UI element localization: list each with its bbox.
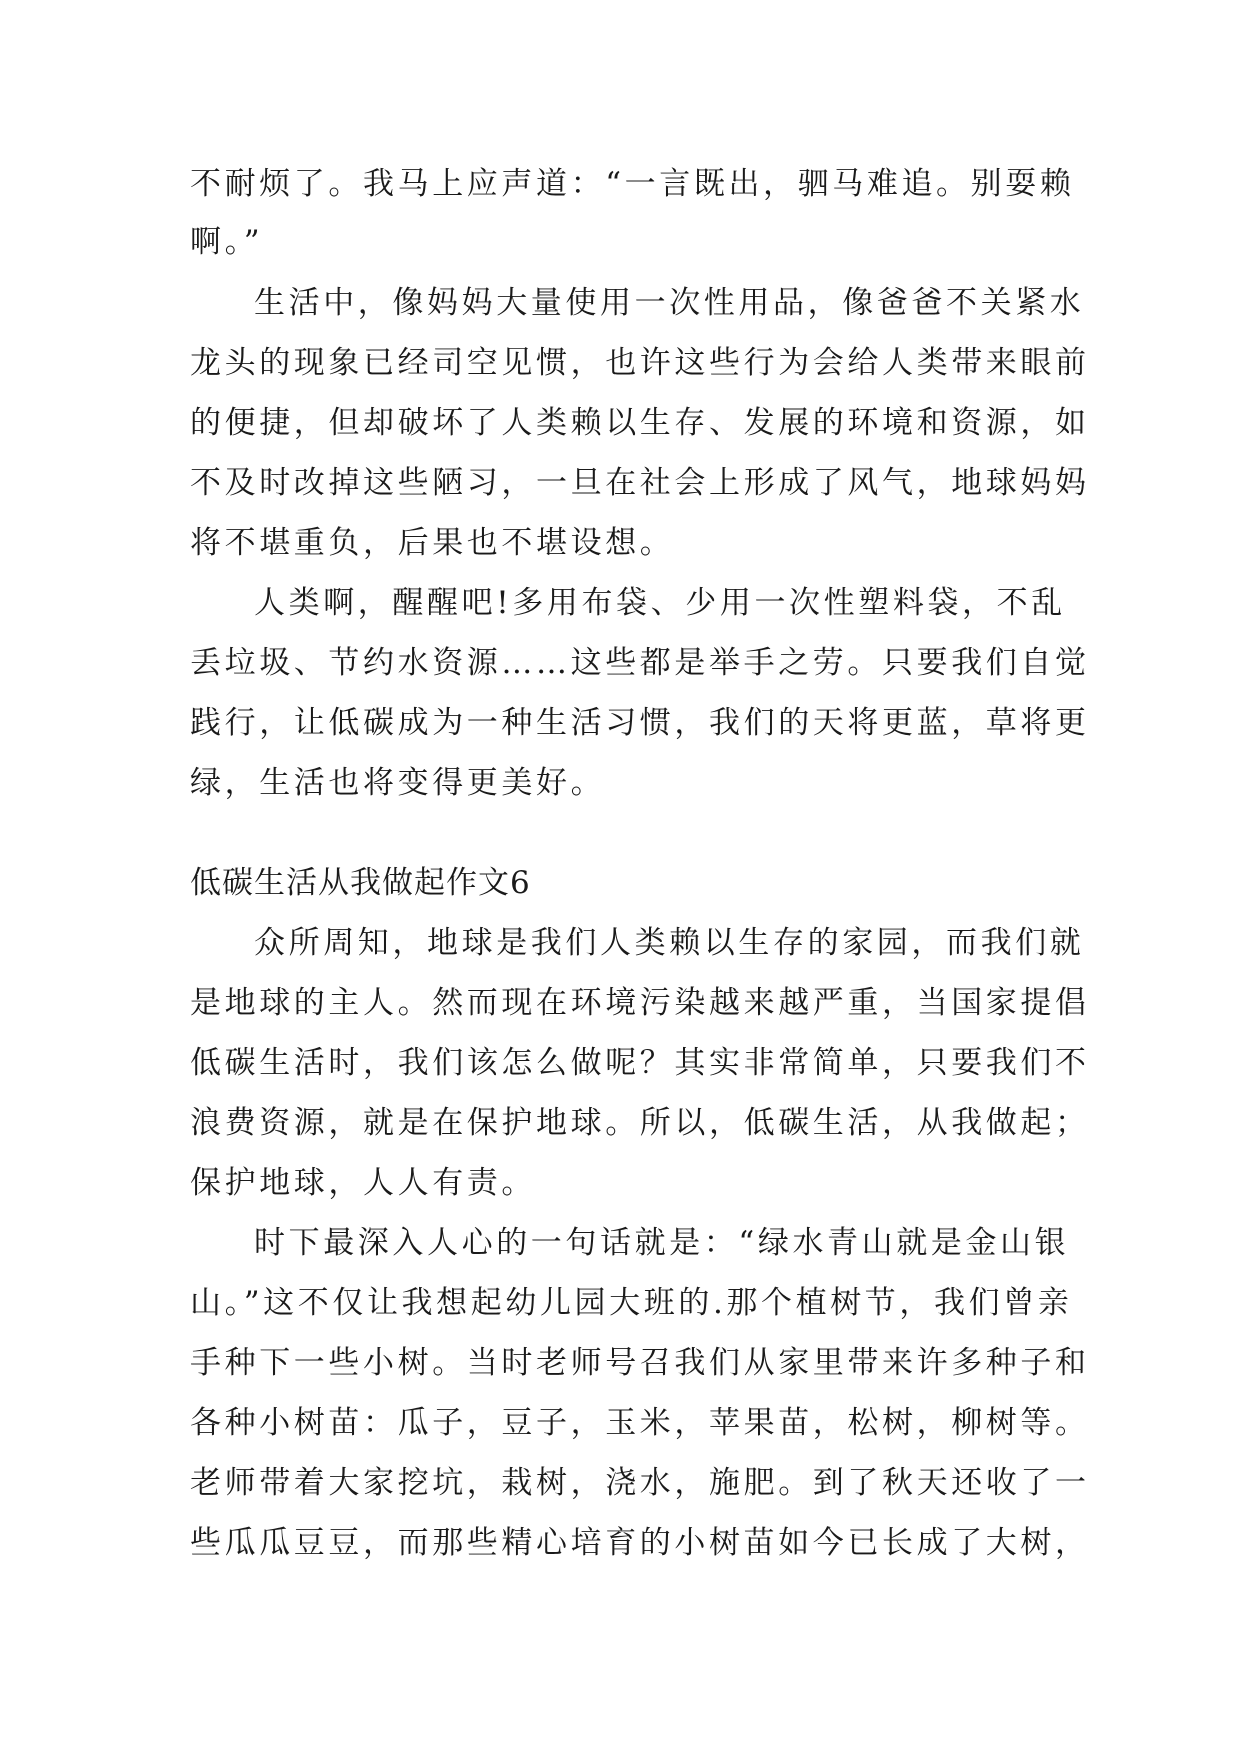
paragraph-line: 践行，让低碳成为一种生活习惯，我们的天将更蓝，草将更	[190, 705, 1090, 741]
section-heading: 低碳生活从我做起作文6	[190, 865, 531, 901]
paragraph-line: 不及时改掉这些陋习，一旦在社会上形成了风气，地球妈妈	[190, 465, 1090, 501]
paragraph-line: 生活中，像妈妈大量使用一次性用品，像爸爸不关紧水	[254, 285, 1085, 321]
paragraph-line: 的便捷，但却破坏了人类赖以生存、发展的环境和资源，如	[190, 405, 1090, 441]
paragraph-line: 老师带着大家挖坑，栽树，浇水，施肥。到了秋天还收了一	[190, 1465, 1090, 1501]
paragraph-line: 龙头的现象已经司空见惯，也许这些行为会给人类带来眼前	[190, 345, 1090, 381]
paragraph-line: 低碳生活时，我们该怎么做呢？其实非常简单，只要我们不	[190, 1045, 1090, 1081]
paragraph-line: 丢垃圾、节约水资源……这些都是举手之劳。只要我们自觉	[190, 645, 1090, 681]
paragraph-line: 时下最深入人心的一句话就是：“绿水青山就是金山银	[254, 1225, 1070, 1261]
paragraph-line: 不耐烦了。我马上应声道：“一言既出，驷马难追。别耍赖	[190, 166, 1075, 202]
paragraph-line: 是地球的主人。然而现在环境污染越来越严重，当国家提倡	[190, 985, 1090, 1021]
paragraph-line: 手种下一些小树。当时老师号召我们从家里带来许多种子和	[190, 1345, 1090, 1381]
paragraph-line: 山。”这不仅让我想起幼儿园大班的.那个植树节，我们曾亲	[190, 1285, 1073, 1321]
paragraph-line: 人类啊，醒醒吧!多用布袋、少用一次性塑料袋，不乱	[254, 585, 1066, 621]
paragraph-line: 浪费资源，就是在保护地球。所以，低碳生活，从我做起；	[190, 1105, 1090, 1141]
paragraph-line: 各种小树苗：瓜子，豆子，玉米，苹果苗，松树，柳树等。	[190, 1405, 1090, 1441]
paragraph-line: 将不堪重负，后果也不堪设想。	[190, 525, 675, 561]
paragraph-line: 保护地球，人人有责。	[190, 1165, 536, 1201]
paragraph-line: 些瓜瓜豆豆，而那些精心培育的小树苗如今已长成了大树，	[190, 1525, 1090, 1561]
paragraph-line: 众所周知，地球是我们人类赖以生存的家园，而我们就	[254, 925, 1085, 961]
paragraph-line: 绿，生活也将变得更美好。	[190, 765, 606, 801]
paragraph-line: 啊。”	[190, 224, 264, 260]
